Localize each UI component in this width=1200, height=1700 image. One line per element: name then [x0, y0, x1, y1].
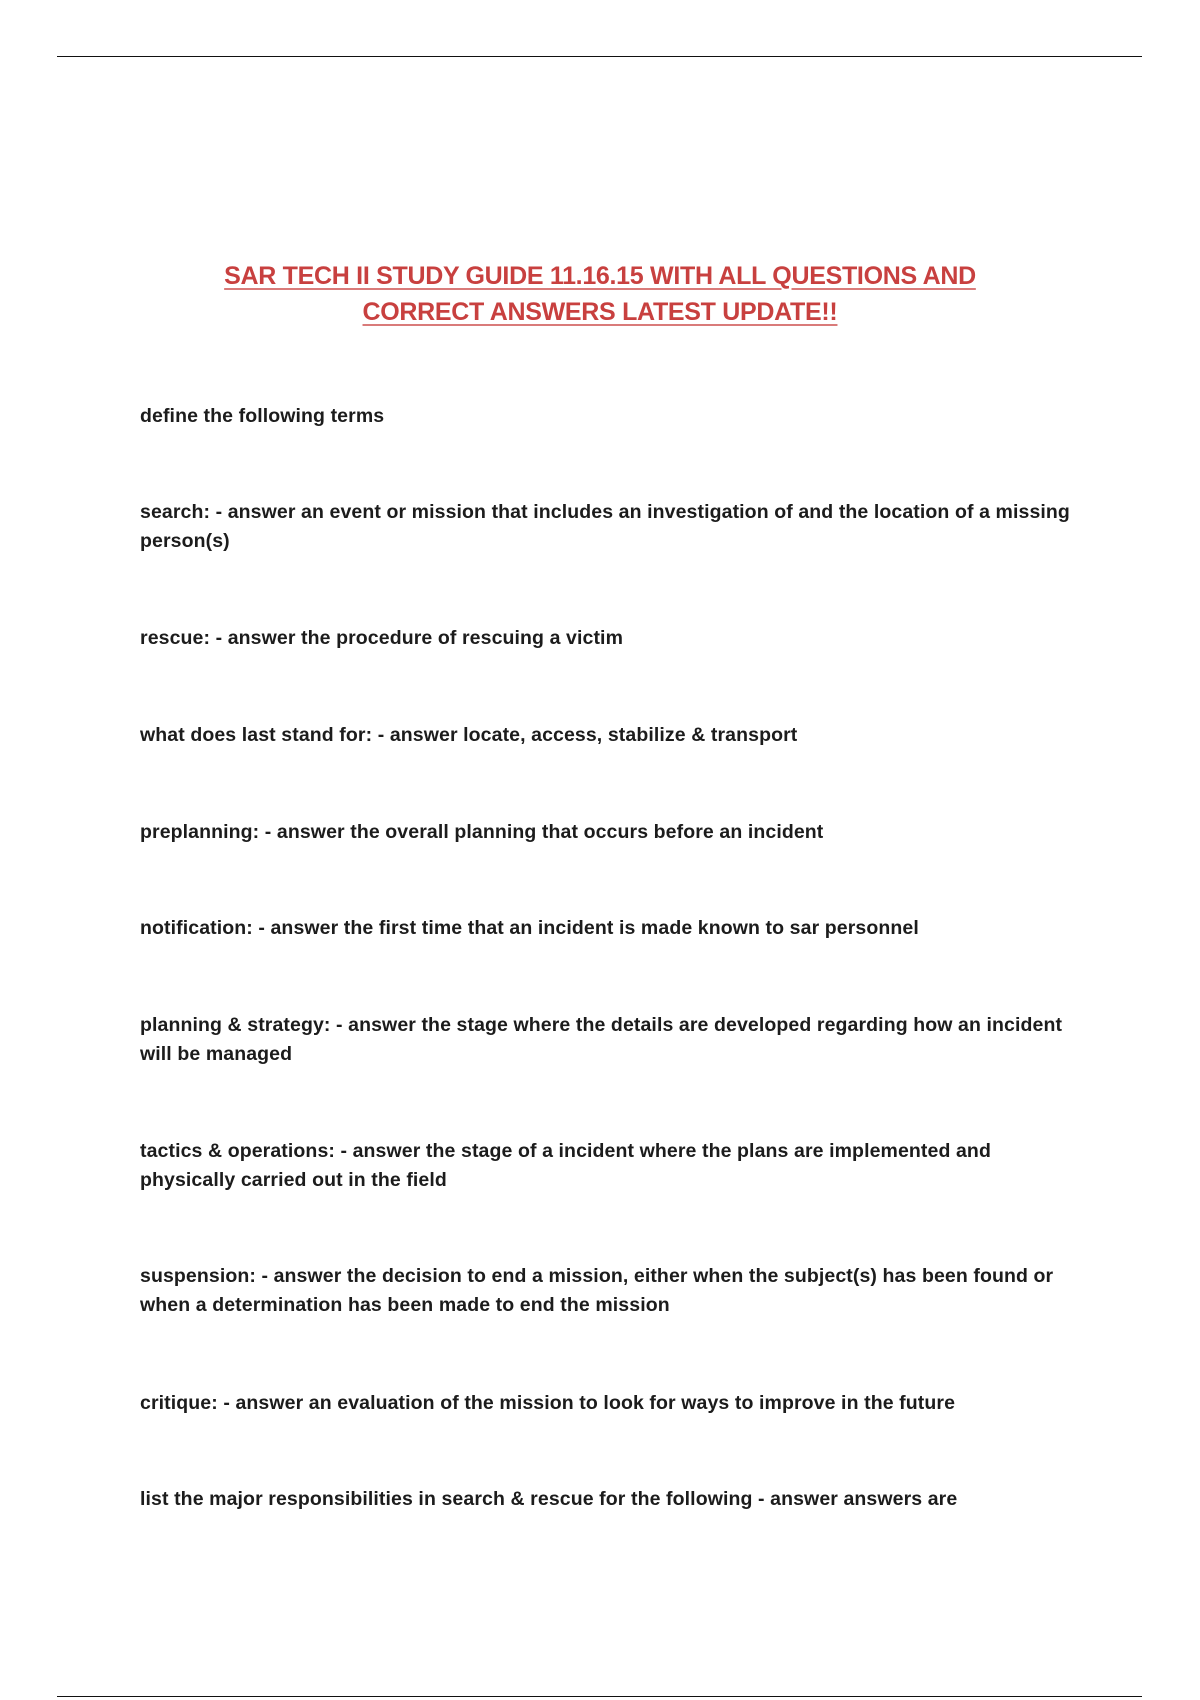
top-rule: [57, 56, 1142, 57]
bottom-rule: [57, 1696, 1142, 1697]
entry-suspension: suspension: - answer the decision to end a mission, either when the subject(s) has been found or when a determination has been made to end the mission: [140, 1265, 1054, 1316]
entry-search: search: - answer an event or mission that includes an investigation of and the location of a missing person(s): [140, 501, 1070, 552]
entry-notification: notification: - answer the first time that an incident is made known to sar personnel: [140, 917, 919, 939]
entry-tactics-operations: tactics & operations: - answer the stage of a incident where the plans are implemented and physically carried out in the field: [140, 1140, 991, 1191]
entry-major-responsibilities: list the major responsibilities in search & rescue for the following - answer answers are: [140, 1488, 958, 1510]
title-line-2: CORRECT ANSWERS LATEST UPDATE!!: [362, 298, 838, 326]
entry-critique: critique: - answer an evaluation of the mission to look for ways to improve in the future: [140, 1392, 956, 1414]
entry-preplanning: preplanning: - answer the overall planning that occurs before an incident: [140, 821, 824, 843]
document-title: [120, 258, 1080, 330]
entry-planning-strategy: planning & strategy: - answer the stage where the details are developed regarding how an incident will be managed: [140, 1014, 1063, 1065]
entry-last-stand: what does last stand for: - answer locate, access, stabilize & transport: [140, 724, 798, 746]
entry-define-terms: define the following terms: [140, 405, 385, 427]
title-line-1: SAR TECH II STUDY GUIDE 11.16.15 WITH ALL QUESTIONS AND: [224, 262, 976, 290]
entry-rescue: rescue: - answer the procedure of rescuing a victim: [140, 627, 624, 649]
